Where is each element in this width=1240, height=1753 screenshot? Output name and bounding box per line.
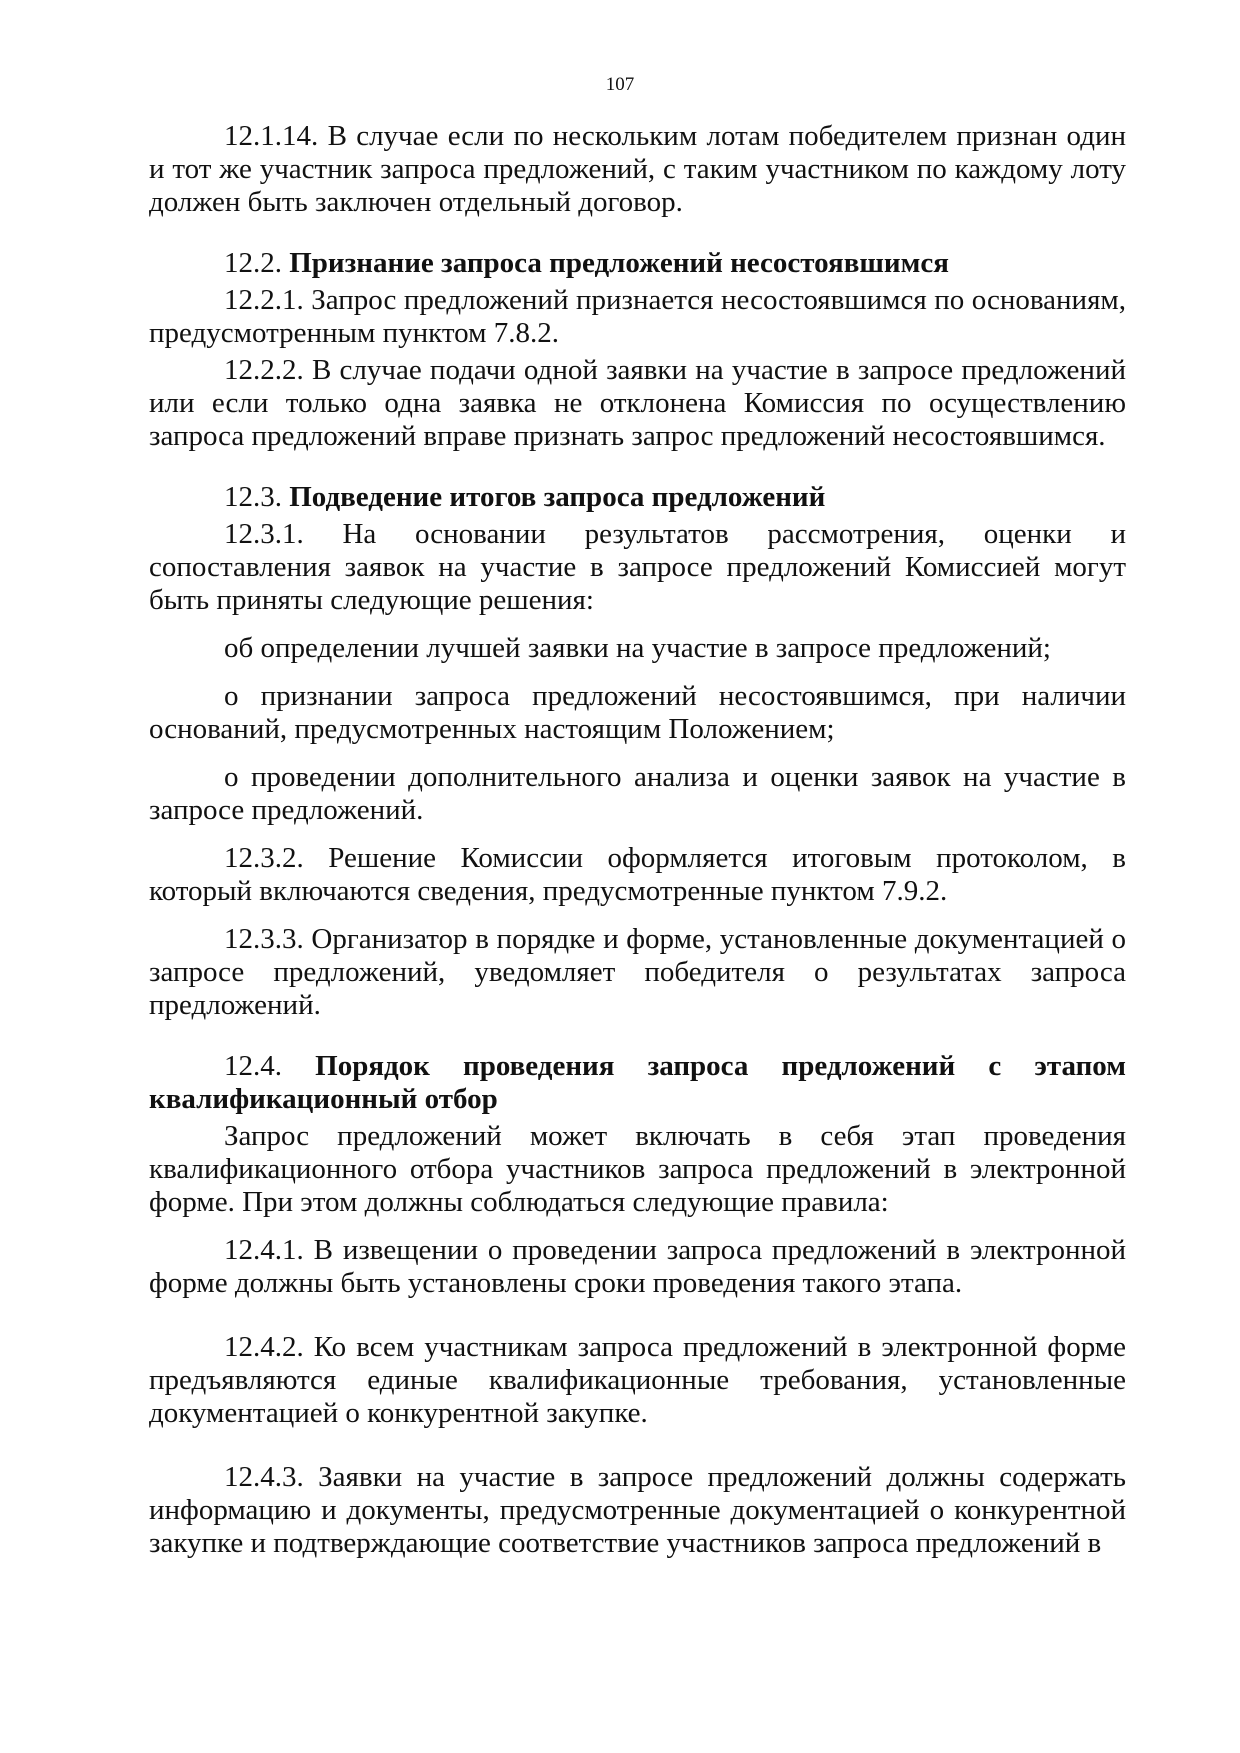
paragraph-12-1-14 xyxy=(149,120,1126,219)
section-heading-12-4 xyxy=(149,1050,1126,1116)
paragraph-12-2-2 xyxy=(149,354,1126,453)
paragraph-12-3-2 xyxy=(149,842,1126,908)
clause-number: 12.4.1. xyxy=(224,1234,304,1266)
paragraph-12-3-1 xyxy=(149,518,1126,617)
clause-number: 12.4.3. xyxy=(224,1461,304,1493)
clause-text: Организатор в порядке и форме, установленные документацией о запросе предложений, уведомляет победителя о результатах запроса предложений. xyxy=(149,923,1127,1021)
clause-text: На основании результатов рассмотрения, оценки и сопоставления заявок на участие в запросе предложений Комиссией могут быть приняты следующие решения: xyxy=(149,518,1126,616)
clause-text: В извещении о проведении запроса предложений в электронной форме должны быть установлены сроки проведения такого этапа. xyxy=(149,1234,1127,1299)
section-number: 12.3. xyxy=(224,481,282,513)
clause-text: В случае подачи одной заявки на участие в запросе предложений или если только одна заявка не отклонена Комиссия по осуществлению запроса предложений вправе признать запрос предложений несостоявшимся. xyxy=(149,354,1126,452)
section-heading-12-3 xyxy=(149,481,1126,514)
clause-number: 12.4.2. xyxy=(224,1331,304,1363)
clause-text: Запрос предложений признается несостоявшимся по основаниям, предусмотренным пунктом 7.8.2. xyxy=(149,284,1127,349)
document-body xyxy=(149,120,1126,1560)
clause-text: Заявки на участие в запросе предложений должны содержать информацию и документы, предусмотренные документацией о конкурентной закупке и подтверждающие соответствие участников запроса предложений в xyxy=(149,1461,1126,1559)
paragraph-12-4-2 xyxy=(149,1331,1126,1430)
paragraph-12-3-3 xyxy=(149,923,1126,1022)
paragraph-12-4-intro: Запрос предложений может включать в себя этап проведения квалификационного отбора участников запроса предложений в электронной форме. При этом должны соблюдаться следующие правила: xyxy=(149,1120,1126,1218)
paragraph-12-2-1 xyxy=(149,284,1126,350)
section-heading-12-2 xyxy=(149,247,1126,280)
clause-number: 12.3.3. xyxy=(224,923,304,955)
section-title: Порядок проведения запроса предложений с этапом квалификационный отбор xyxy=(149,1050,1127,1115)
clause-text: В случае если по нескольким лотам победителем признан один и тот же участник запроса предложений, с таким участником по каждому лоту должен быть заключен отдельный договор. xyxy=(149,120,1127,218)
clause-text: Ко всем участникам запроса предложений в электронной форме предъявляются единые квалификационные требования, установленные документацией о конкурентной закупке. xyxy=(149,1331,1126,1429)
page-number: 107 xyxy=(605,74,635,95)
clause-number: 12.3.1. xyxy=(224,518,304,550)
decision-item-1: об определении лучшей заявки на участие в запросе предложений; xyxy=(224,632,1051,664)
clause-number: 12.1.14. xyxy=(224,120,319,152)
section-number: 12.4. xyxy=(224,1050,282,1082)
paragraph-12-4-3 xyxy=(149,1461,1126,1560)
decision-item-2: о признании запроса предложений несостоявшимся, при наличии оснований, предусмотренных настоящим Положением; xyxy=(149,680,1126,745)
section-title: Подведение итогов запроса предложений xyxy=(289,481,826,513)
clause-number: 12.2.1. xyxy=(224,284,304,316)
paragraph-12-4-1 xyxy=(149,1234,1126,1300)
clause-number: 12.3.2. xyxy=(224,842,304,874)
clause-number: 12.2.2. xyxy=(224,354,304,386)
decision-item-3: о проведении дополнительного анализа и оценки заявок на участие в запросе предложений. xyxy=(149,761,1126,826)
clause-text: Решение Комиссии оформляется итоговым протоколом, в который включаются сведения, предусмотренные пунктом 7.9.2. xyxy=(149,842,1126,907)
section-title: Признание запроса предложений несостоявшимся xyxy=(289,247,949,279)
section-number: 12.2. xyxy=(224,247,282,279)
